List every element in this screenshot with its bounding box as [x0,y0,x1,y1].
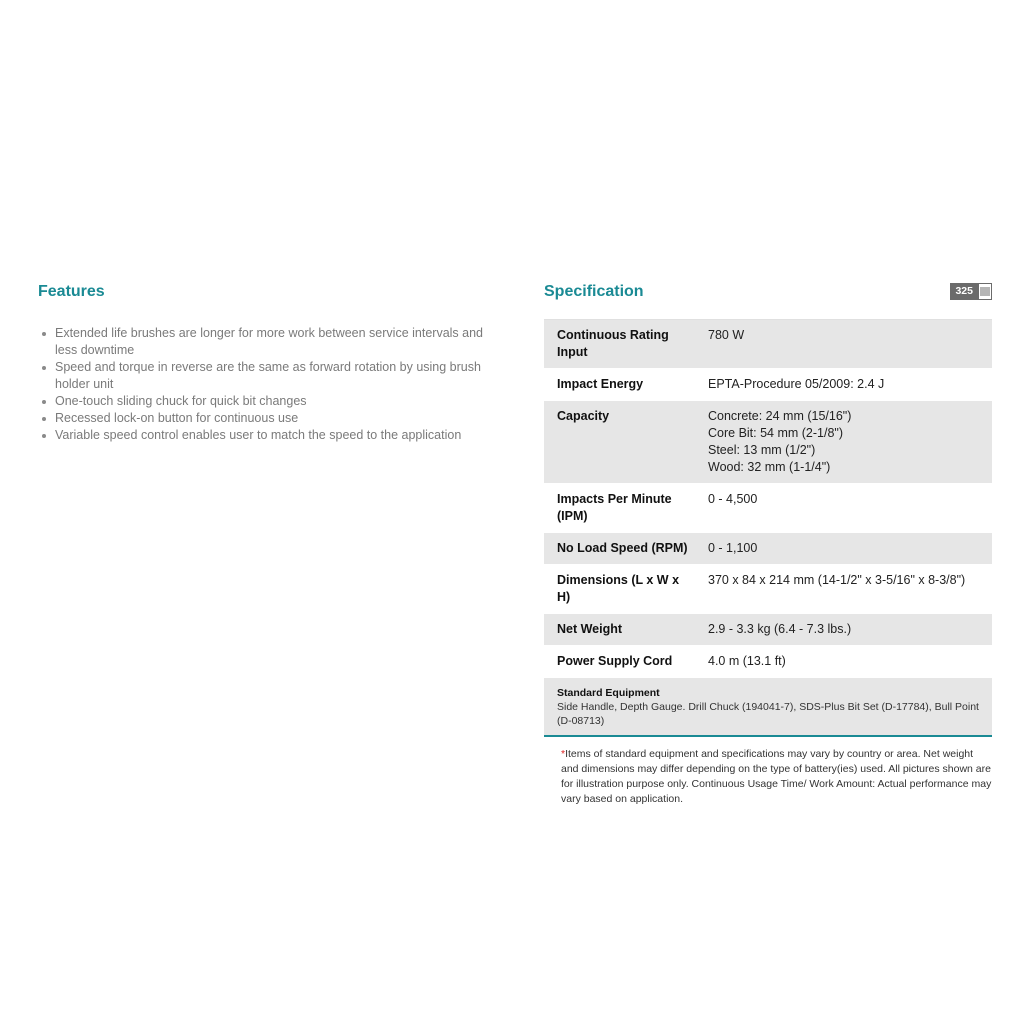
spec-value-line: Wood: 32 mm (1-1/4") [708,460,831,474]
spec-value-line: 0 - 4,500 [708,492,758,506]
spec-label: Capacity [557,409,610,423]
specification-title: Specification [544,283,644,300]
spec-value-line: 370 x 84 x 214 mm (14-1/2" x 3-5/16" x 8-3/8") [708,573,966,587]
features-title: Features [38,283,105,300]
spec-value-line: 4.0 m (13.1 ft) [708,654,786,668]
spec-row [544,484,992,533]
disclaimer-text: Items of standard equipment and specifications may vary by country or area. Net weight and dimensions may differ depending on the type of battery(ies) used. All pictures shown are for illustration purpose only. Continuous Usage Time/ Work Amount: Actual performance may vary based on application. [561,748,992,805]
spec-label: Continuous Rating Input [557,328,669,359]
spec-value [695,401,992,484]
spec-value-line: Core Bit: 54 mm (2-1/8") [708,426,844,440]
feature-item: One-touch sliding chuck for quick bit changes [55,393,508,410]
badge-360-view[interactable] [950,283,992,300]
spec-row [544,646,992,678]
feature-item: Speed and torque in reverse are the same as forward rotation by using brush holder unit [55,359,508,393]
spec-row [544,533,992,565]
features-section [38,282,508,444]
spec-value [695,369,992,401]
spec-value [695,565,992,614]
spec-value-line: Steel: 13 mm (1/2") [708,443,816,457]
spec-value [695,320,992,369]
rotate-360-icon [978,283,992,300]
spec-label: Impacts Per Minute (IPM) [557,492,672,523]
spec-label: No Load Speed (RPM) [557,541,688,555]
standard-equipment [544,678,992,737]
disclaimer-asterisk: * [561,748,566,760]
standard-equipment-title: Standard Equipment [557,687,660,699]
features-list [38,325,508,444]
specification-section [544,282,992,807]
spec-row [544,320,992,369]
spec-label: Impact Energy [557,377,644,391]
feature-item: Recessed lock-on button for continuous use [55,410,508,427]
feature-item: Extended life brushes are longer for more work between service intervals and less downtime [55,325,508,359]
spec-row [544,565,992,614]
spec-header [544,282,992,302]
spec-value-line: EPTA-Procedure 05/2009: 2.4 J [708,377,885,391]
spec-value-line: 2.9 - 3.3 kg (6.4 - 7.3 lbs.) [708,622,852,636]
spec-label: Dimensions (L x W x H) [557,573,680,604]
spec-value [695,646,992,678]
spec-value-line: Concrete: 24 mm (15/16") [708,409,852,423]
disclaimer [544,747,992,807]
standard-equipment-text: Side Handle, Depth Gauge. Drill Chuck (194041-7), SDS-Plus Bit Set (D-17784), Bull Point (D-08713) [557,701,979,727]
spec-value-line: 780 W [708,328,745,342]
spec-row [544,369,992,401]
feature-item: Variable speed control enables user to match the speed to the application [55,427,508,444]
spec-value-line: 0 - 1,100 [708,541,758,555]
badge-number: 325 [950,283,978,300]
spec-label: Power Supply Cord [557,654,673,668]
spec-value [695,614,992,646]
spec-value [695,533,992,565]
spec-row [544,401,992,484]
spec-value [695,484,992,533]
spec-row [544,614,992,646]
spec-label: Net Weight [557,622,623,636]
spec-table [544,319,992,678]
